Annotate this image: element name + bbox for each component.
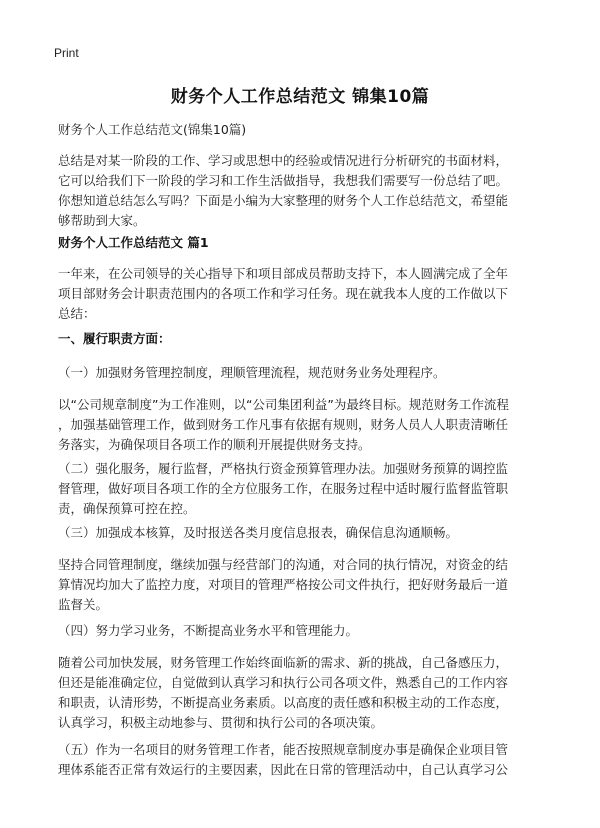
print-label: Print	[54, 46, 79, 60]
item-line: （二）强化服务，履行监督，严格执行资金预算管理办法。加强财务预算的调控监	[58, 461, 509, 476]
item-line: （一）加强财务管理控制度，理顺管理流程，规范财务业务处理程序。	[58, 365, 446, 380]
document-subtitle	[58, 120, 550, 140]
item-line: （五）作为一名项目的财务管理工作者，能否按照规章制度办事是确保企业项目管	[58, 742, 509, 757]
item-2	[58, 459, 550, 519]
paragraph-line: 随着公司加快发展，财务管理工作始终面临新的需求、新的挑战，自己备感压力，	[58, 655, 509, 670]
intro-paragraph	[58, 151, 550, 231]
item-1	[58, 363, 550, 383]
paragraph-line: 务落实，为确保项目各项工作的顺利开展提供财务支持。	[58, 437, 371, 452]
paragraph-line: ，加强基础管理工作，做到财务工作凡事有依据有规则，财务人员人人职责清晰任	[58, 417, 509, 432]
paragraph-line: 坚持合同管理制度，继续加强与经营部门的沟通，对合同的执行情况，对资金的结	[58, 557, 509, 572]
page-title: 财务个人工作总结范文 锦集10篇	[170, 87, 430, 107]
paragraph-line: 总结是对某一阶段的工作、学习或思想中的经验或情况进行分析研究的书面材料，	[58, 153, 509, 168]
paragraph-4	[58, 653, 550, 733]
paragraph-line: 项目部财务会计职责范围内的各项工作和学习任务。现在就我本人度的工作做以下	[58, 286, 509, 301]
subtitle-text: 财务个人工作总结范文(锦集10篇)	[58, 122, 247, 137]
item-line: 督管理，做好项目各项工作的全方位服务工作，在服务过程中适时履行监督监管职	[58, 481, 509, 496]
item-line: 责，确保预算可控在控。	[58, 501, 196, 516]
paragraph-line: 和职责，认清形势，不断提高业务素质。以高度的责任感和积极主动的工作态度，	[58, 695, 509, 710]
paragraph-line: 但还是能准确定位，自觉做到认真学习和执行公司各项文件，熟悉自己的工作内容	[58, 675, 509, 690]
heading-text: 一、履行职责方面：	[58, 331, 171, 346]
paragraph-line: 认真学习，积极主动地参与、贯彻和执行公司的各项决策。	[58, 715, 384, 730]
paragraph-line: 它可以给我们下一阶段的学习和工作生活做指导，我想我们需要写一份总结了吧。	[58, 173, 509, 188]
paragraph-line: 以“公司规章制度”为工作准则，以“公司集团利益”为最终目标。规范财务工作流程	[58, 397, 509, 412]
item-4	[58, 621, 550, 641]
paragraph-line: 够帮助到大家。	[58, 213, 146, 228]
paragraph-1	[58, 264, 550, 324]
item-line: （四）努力学习业务，不断提高业务水平和管理能力。	[58, 623, 359, 638]
section-title	[58, 233, 550, 253]
paragraph-3	[58, 555, 550, 615]
item-3	[58, 523, 550, 543]
paragraph-2	[58, 395, 550, 455]
section-title-text: 财务个人工作总结范文 篇1	[58, 235, 209, 250]
paragraph-line: 算情况均加大了监控力度，对项目的管理严格按公司文件执行，把好财务最后一道	[58, 577, 509, 592]
item-line: （三）加强成本核算，及时报送各类月度信息报表，确保信息沟通顺畅。	[58, 525, 459, 540]
item-5	[58, 740, 550, 780]
paragraph-line: 监督关。	[58, 597, 109, 612]
paragraph-line: 你想知道总结怎么写吗？下面是小编为大家整理的财务个人工作总结范文，希望能	[58, 193, 509, 208]
paragraph-line: 总结：	[58, 306, 96, 321]
paragraph-line: 一年来，在公司领导的关心指导下和项目部成员帮助支持下，本人圆满完成了全年	[58, 266, 509, 281]
item-line: 理体系能否正常有效运行的主要因素，因此在日常的管理活动中，自己认真学习公	[58, 762, 509, 777]
heading-duties	[58, 329, 550, 349]
